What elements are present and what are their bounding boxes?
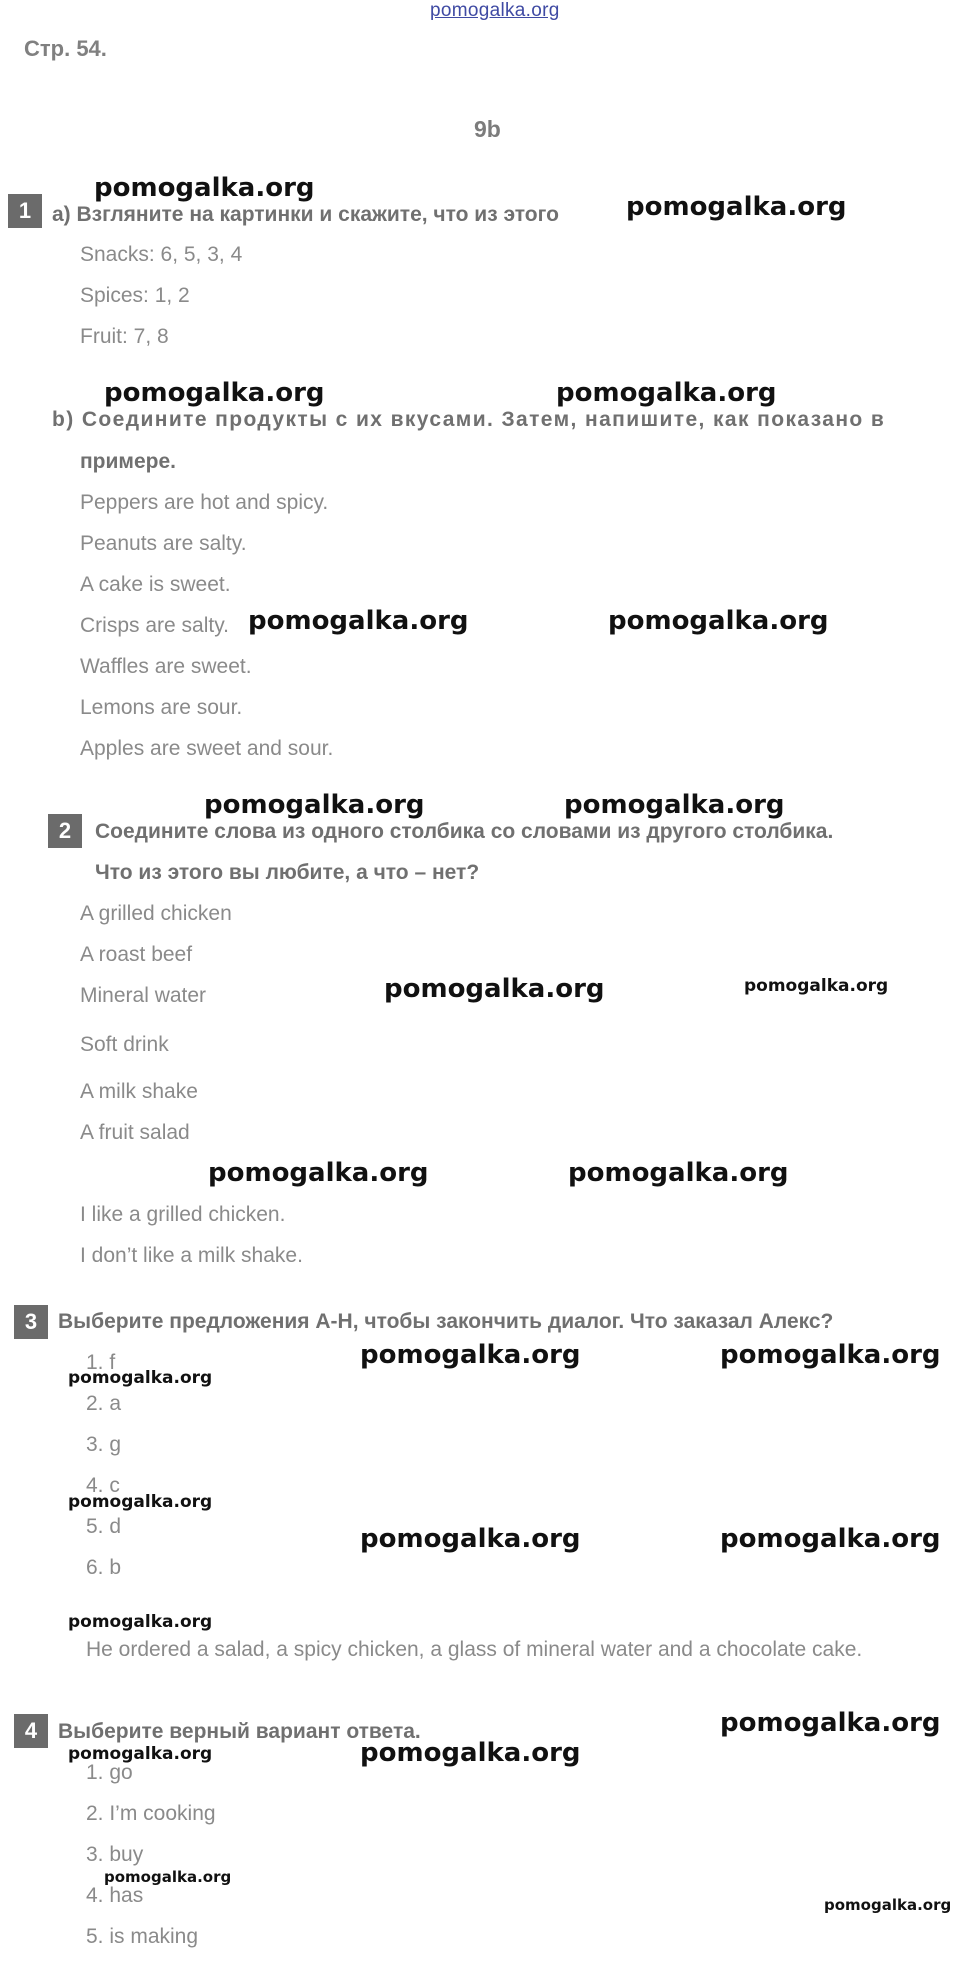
answer-line: 2. I’m cooking bbox=[86, 1802, 216, 1825]
exercise-1b-task-cont: примере. bbox=[80, 450, 176, 473]
answer-line: Crisps are salty. bbox=[80, 614, 229, 637]
list-item: Mineral water bbox=[80, 984, 207, 1007]
exercise-1-number: 1 bbox=[8, 194, 42, 228]
watermark: pomogalka.org bbox=[720, 1708, 941, 1738]
watermark: pomogalka.org bbox=[824, 1896, 952, 1914]
answer-line: Peppers are hot and spicy. bbox=[80, 491, 329, 514]
answer-line: 1. go bbox=[86, 1761, 133, 1784]
answer-line: Apples are sweet and sour. bbox=[80, 737, 334, 760]
exercise-2-task: Соедините слова из одного столбика со словами из другого столбика. bbox=[95, 820, 834, 843]
exercise-2-task-cont: Что из этого вы любите, а что – нет? bbox=[95, 861, 480, 884]
watermark: pomogalka.org bbox=[104, 378, 325, 408]
answer-line: 5. is making bbox=[86, 1925, 199, 1948]
watermark: pomogalka.org bbox=[568, 1158, 789, 1188]
answer-line: 5. d bbox=[86, 1515, 122, 1538]
exercise-3-number: 3 bbox=[14, 1305, 48, 1339]
answer-line: 4. has bbox=[86, 1884, 144, 1907]
list-item: A grilled chicken bbox=[80, 902, 232, 925]
watermark: pomogalka.org bbox=[744, 976, 889, 996]
answer-line: 4. c bbox=[86, 1474, 120, 1497]
exercise-3-task: Выберите предложения A-H, чтобы закончить диалог. Что заказал Алекс? bbox=[58, 1310, 834, 1333]
list-item: A milk shake bbox=[80, 1080, 198, 1103]
answer-line: Fruit: 7, 8 bbox=[80, 325, 169, 348]
watermark: pomogalka.org bbox=[384, 974, 605, 1004]
answer-line: 1. f bbox=[86, 1351, 116, 1374]
watermark: pomogalka.org bbox=[94, 173, 315, 203]
summary-sentence: He ordered a salad, a spicy chicken, a glass of mineral water and a chocolate cake. bbox=[86, 1638, 863, 1661]
list-item: A roast beef bbox=[80, 943, 193, 966]
answer-line: 3. g bbox=[86, 1433, 122, 1456]
watermark: pomogalka.org bbox=[68, 1492, 213, 1512]
exercise-1a-task: a) Взгляните на картинки и скажите, что из этого bbox=[52, 203, 559, 226]
list-item: Soft drink bbox=[80, 1033, 169, 1056]
answer-line: Lemons are sour. bbox=[80, 696, 243, 719]
watermark: pomogalka.org bbox=[248, 606, 469, 636]
answer-line: Waffles are sweet. bbox=[80, 655, 252, 678]
watermark: pomogalka.org bbox=[208, 1158, 429, 1188]
watermark: pomogalka.org bbox=[720, 1524, 941, 1554]
watermark: pomogalka.org bbox=[556, 378, 777, 408]
exercise-1b-task: b) Соедините продукты с их вкусами. Затем, напишите, как показано в bbox=[52, 408, 886, 431]
exercise-4-number: 4 bbox=[14, 1714, 48, 1748]
watermark: pomogalka.org bbox=[608, 606, 829, 636]
list-item: A fruit salad bbox=[80, 1121, 190, 1144]
watermark: pomogalka.org bbox=[204, 790, 425, 820]
watermark: pomogalka.org bbox=[68, 1368, 213, 1388]
exercise-2-number: 2 bbox=[48, 814, 82, 848]
watermark: pomogalka.org bbox=[720, 1340, 941, 1370]
watermark: pomogalka.org bbox=[360, 1524, 581, 1554]
watermark: pomogalka.org bbox=[68, 1744, 213, 1764]
answer-line: Spices: 1, 2 bbox=[80, 284, 190, 307]
answer-line: 2. a bbox=[86, 1392, 122, 1415]
top-watermark-link[interactable]: pomogalka.org bbox=[430, 0, 560, 21]
answer-line: 3. buy bbox=[86, 1843, 144, 1866]
watermark: pomogalka.org bbox=[564, 790, 785, 820]
example-sentence: I like a grilled chicken. bbox=[80, 1203, 286, 1226]
watermark: pomogalka.org bbox=[626, 192, 847, 222]
section-code: 9b bbox=[474, 116, 501, 142]
watermark: pomogalka.org bbox=[68, 1612, 213, 1632]
answer-line: Peanuts are salty. bbox=[80, 532, 247, 555]
watermark: pomogalka.org bbox=[360, 1340, 581, 1370]
answer-line: 6. b bbox=[86, 1556, 122, 1579]
exercise-4-task: Выберите верный вариант ответа. bbox=[58, 1720, 421, 1743]
page-label: Стр. 54. bbox=[24, 36, 107, 61]
example-sentence: I don’t like a milk shake. bbox=[80, 1244, 303, 1267]
answer-line: A cake is sweet. bbox=[80, 573, 231, 596]
watermark: pomogalka.org bbox=[104, 1868, 232, 1886]
watermark: pomogalka.org bbox=[360, 1738, 581, 1768]
answer-line: Snacks: 6, 5, 3, 4 bbox=[80, 243, 243, 266]
